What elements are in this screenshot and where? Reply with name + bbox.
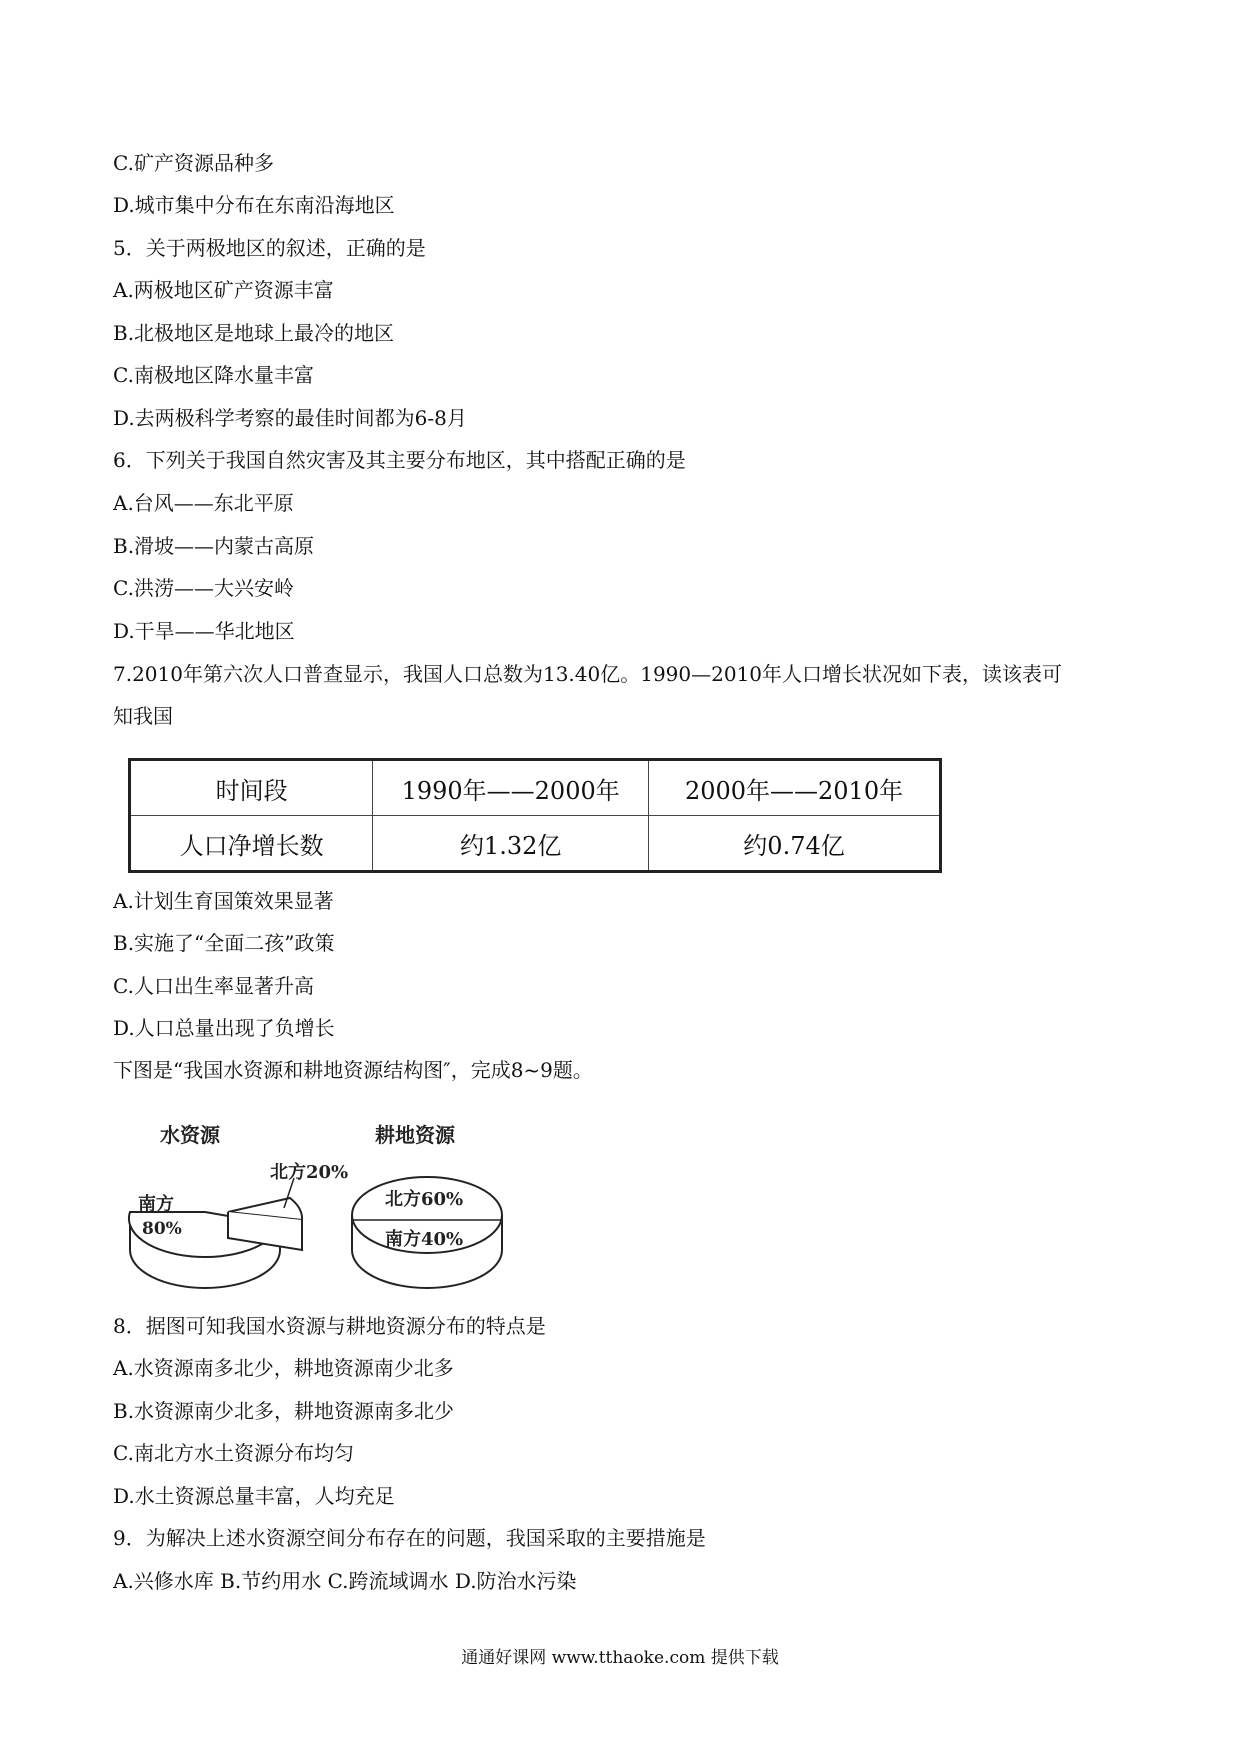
- population-growth-table: [128, 758, 942, 873]
- resource-pie-charts: [120, 1120, 540, 1310]
- option-text: B.滑坡——内蒙古高原: [113, 534, 315, 558]
- table-row: [130, 816, 941, 872]
- land-title: 耕地资源: [375, 1123, 455, 1147]
- question-7-stem-cont: 知我国: [113, 704, 173, 728]
- option-text: D.干旱——华北地区: [113, 619, 295, 643]
- option-text: A.台风——东北平原: [113, 491, 294, 515]
- option-text: A.计划生育国策效果显著: [113, 889, 334, 913]
- question-6-stem: 6．下列关于我国自然灾害及其主要分布地区，其中搭配正确的是: [113, 448, 686, 472]
- table-header-cell: 1990年——2000年: [373, 760, 649, 816]
- option-text: D.去两极科学考察的最佳时间都为6-8月: [113, 406, 467, 430]
- question-8-stem: 8．据图可知我国水资源与耕地资源分布的特点是: [113, 1314, 546, 1338]
- table-cell: 约0.74亿: [649, 816, 941, 872]
- water-north-label: 北方20%: [270, 1162, 349, 1183]
- question-5-stem: 5．关于两极地区的叙述，正确的是: [113, 236, 426, 260]
- figure-intro: 下图是“我国水资源和耕地资源结构图″，完成8~9题。: [113, 1058, 593, 1082]
- land-south-label: 南方40%: [385, 1229, 464, 1250]
- water-south-pct: 80%: [142, 1219, 182, 1239]
- table-cell: 约1.32亿: [373, 816, 649, 872]
- option-text: D.水土资源总量丰富，人均充足: [113, 1484, 395, 1508]
- option-text: A.水资源南多北少，耕地资源南少北多: [113, 1356, 454, 1380]
- option-text: D.人口总量出现了负增长: [113, 1016, 335, 1040]
- option-text: C.南极地区降水量丰富: [113, 363, 314, 387]
- table-header-cell: 时间段: [130, 760, 373, 816]
- option-text: B.水资源南少北多，耕地资源南多北少: [113, 1399, 455, 1423]
- option-text: C.人口出生率显著升高: [113, 974, 314, 998]
- water-south-label: 南方: [138, 1194, 174, 1215]
- option-text: B.北极地区是地球上最冷的地区: [113, 321, 395, 345]
- option-text: C.南北方水土资源分布均匀: [113, 1441, 354, 1465]
- option-text: B.实施了“全面二孩”政策: [113, 931, 335, 955]
- option-text: C.矿产资源品种多: [113, 151, 274, 175]
- water-title: 水资源: [160, 1123, 220, 1147]
- option-text: C.洪涝——大兴安岭: [113, 576, 294, 600]
- option-text: A.两极地区矿产资源丰富: [113, 278, 334, 302]
- table-cell: 人口净增长数: [130, 816, 373, 872]
- option-text: A.兴修水库 B.节约用水 C.跨流域调水 D.防治水污染: [113, 1569, 577, 1593]
- table-header-cell: 2000年——2010年: [649, 760, 941, 816]
- option-text: D.城市集中分布在东南沿海地区: [113, 193, 395, 217]
- question-9-stem: 9．为解决上述水资源空间分布存在的问题，我国采取的主要措施是: [113, 1526, 706, 1550]
- land-north-label: 北方60%: [385, 1189, 464, 1210]
- table-header-row: [130, 760, 941, 816]
- footer-source: 通通好课网 www.tthaoke.com 提供下载: [461, 1648, 779, 1668]
- question-7-stem: 7.2010年第六次人口普查显示，我国人口总数为13.40亿。1990—2010年人口增长状况如下表，读该表可: [113, 662, 1063, 686]
